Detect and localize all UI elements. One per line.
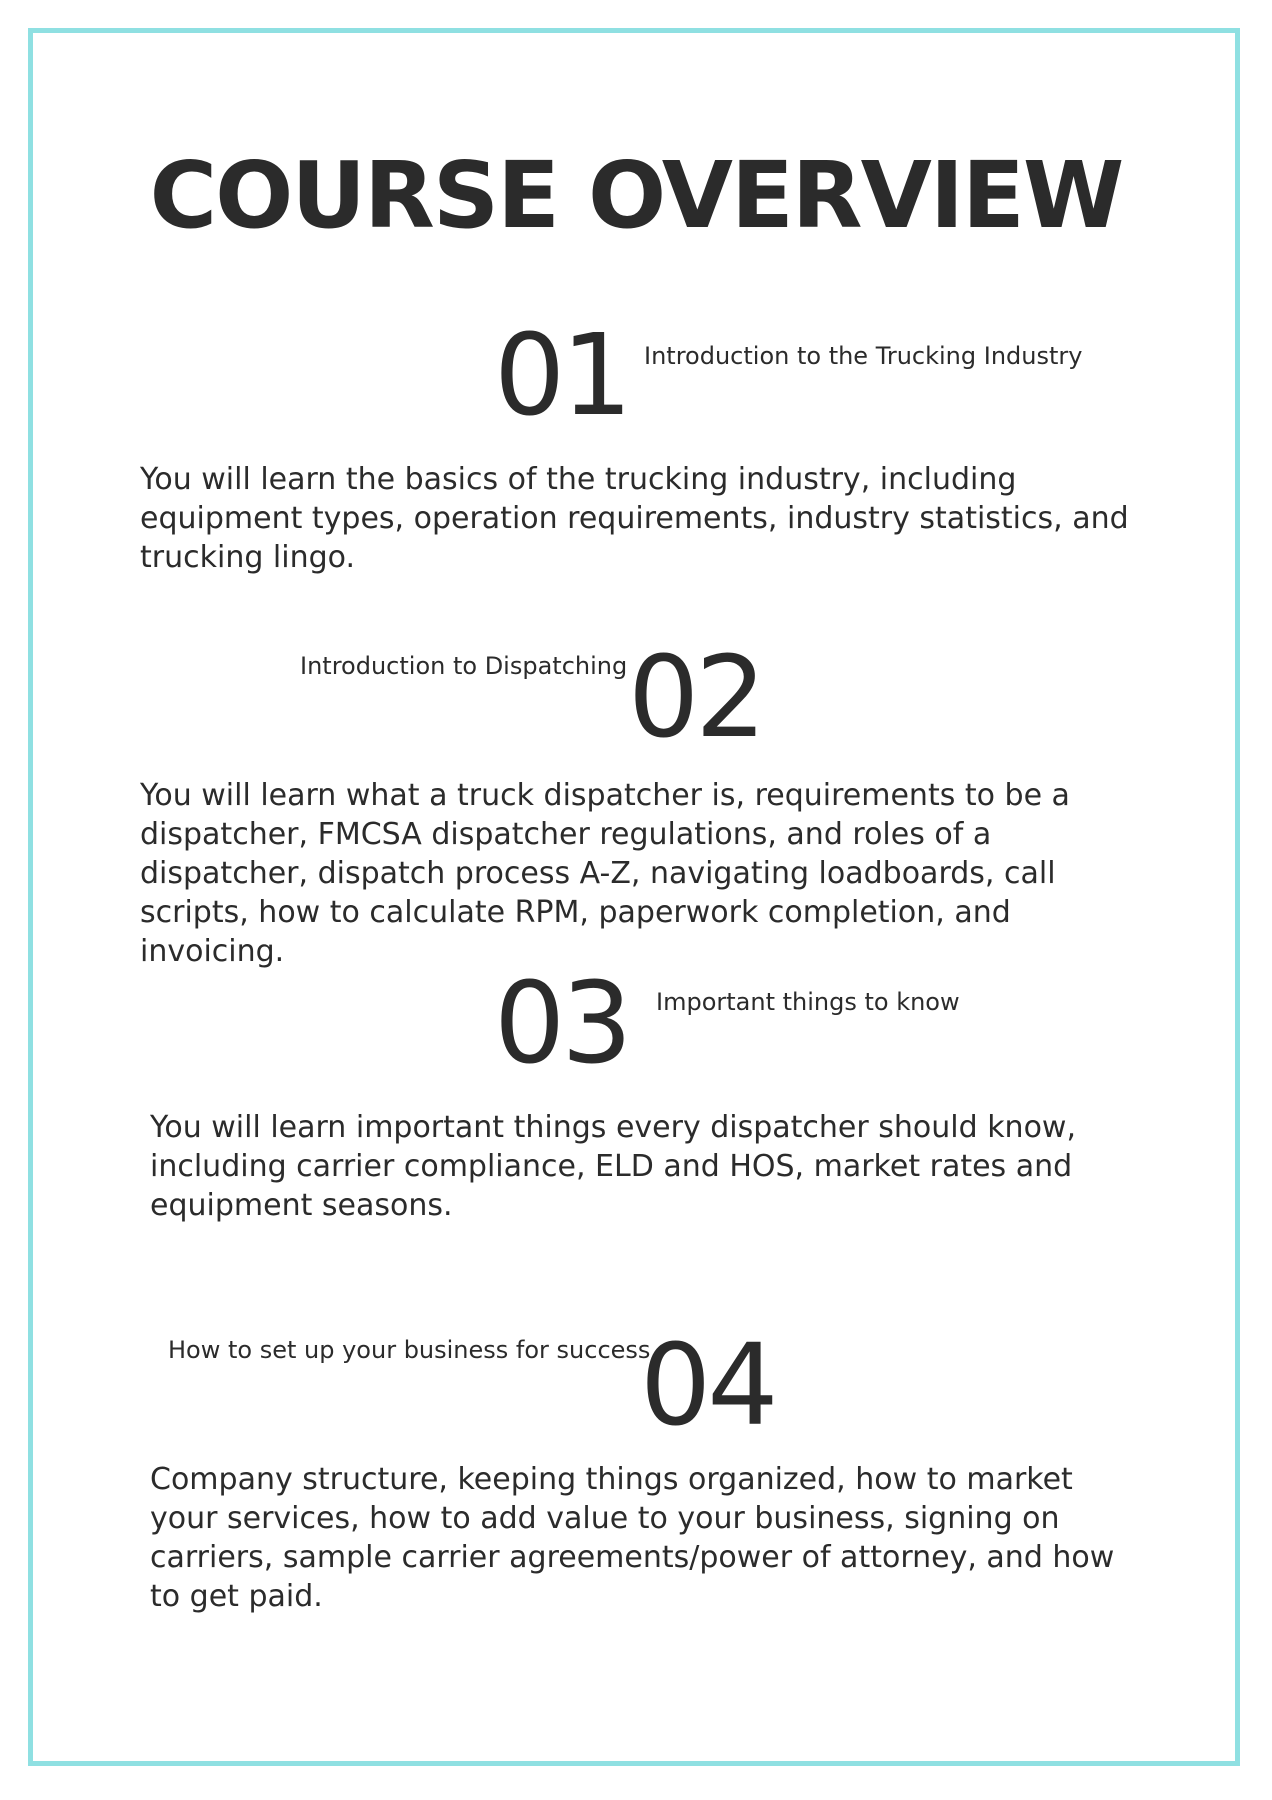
section-description-02: You will learn what a truck dispatcher is, requirements to be a dispatcher, FMCSA dispatcher regulations, and roles of a dispatcher, dispatch process A-Z, navigating loadboards, call scripts, how to calculate RPM, paperwork completion, and invoicing. [140,778,1070,969]
section-number-03: 03 [494,959,629,1089]
page-title: COURSE OVERVIEW [149,142,1123,249]
section-number-04: 04 [640,1321,775,1451]
section-description-01: You will learn the basics of the trucking industry, including equipment types, operation requirements, industry statistics, and trucking lingo. [140,462,1129,575]
section-description-04: Company structure, keeping things organized, how to market your services, how to add value to your business, signing on carriers, sample carrier agreements/power of attorney, and how to get paid. [150,1462,1115,1614]
section-heading-01: Introduction to the Trucking Industry [644,342,1083,370]
section-heading-03: Important things to know [656,988,960,1016]
section-number-01: 01 [494,311,629,441]
section-number-02: 02 [628,633,763,763]
section-heading-02: Introduction to Dispatching [300,652,628,680]
section-heading-04: How to set up your business for success [168,1336,651,1364]
section-description-03: You will learn important things every dispatcher should know, including carrier compliance, ELD and HOS, market rates and equipment seasons. [150,1110,1077,1223]
